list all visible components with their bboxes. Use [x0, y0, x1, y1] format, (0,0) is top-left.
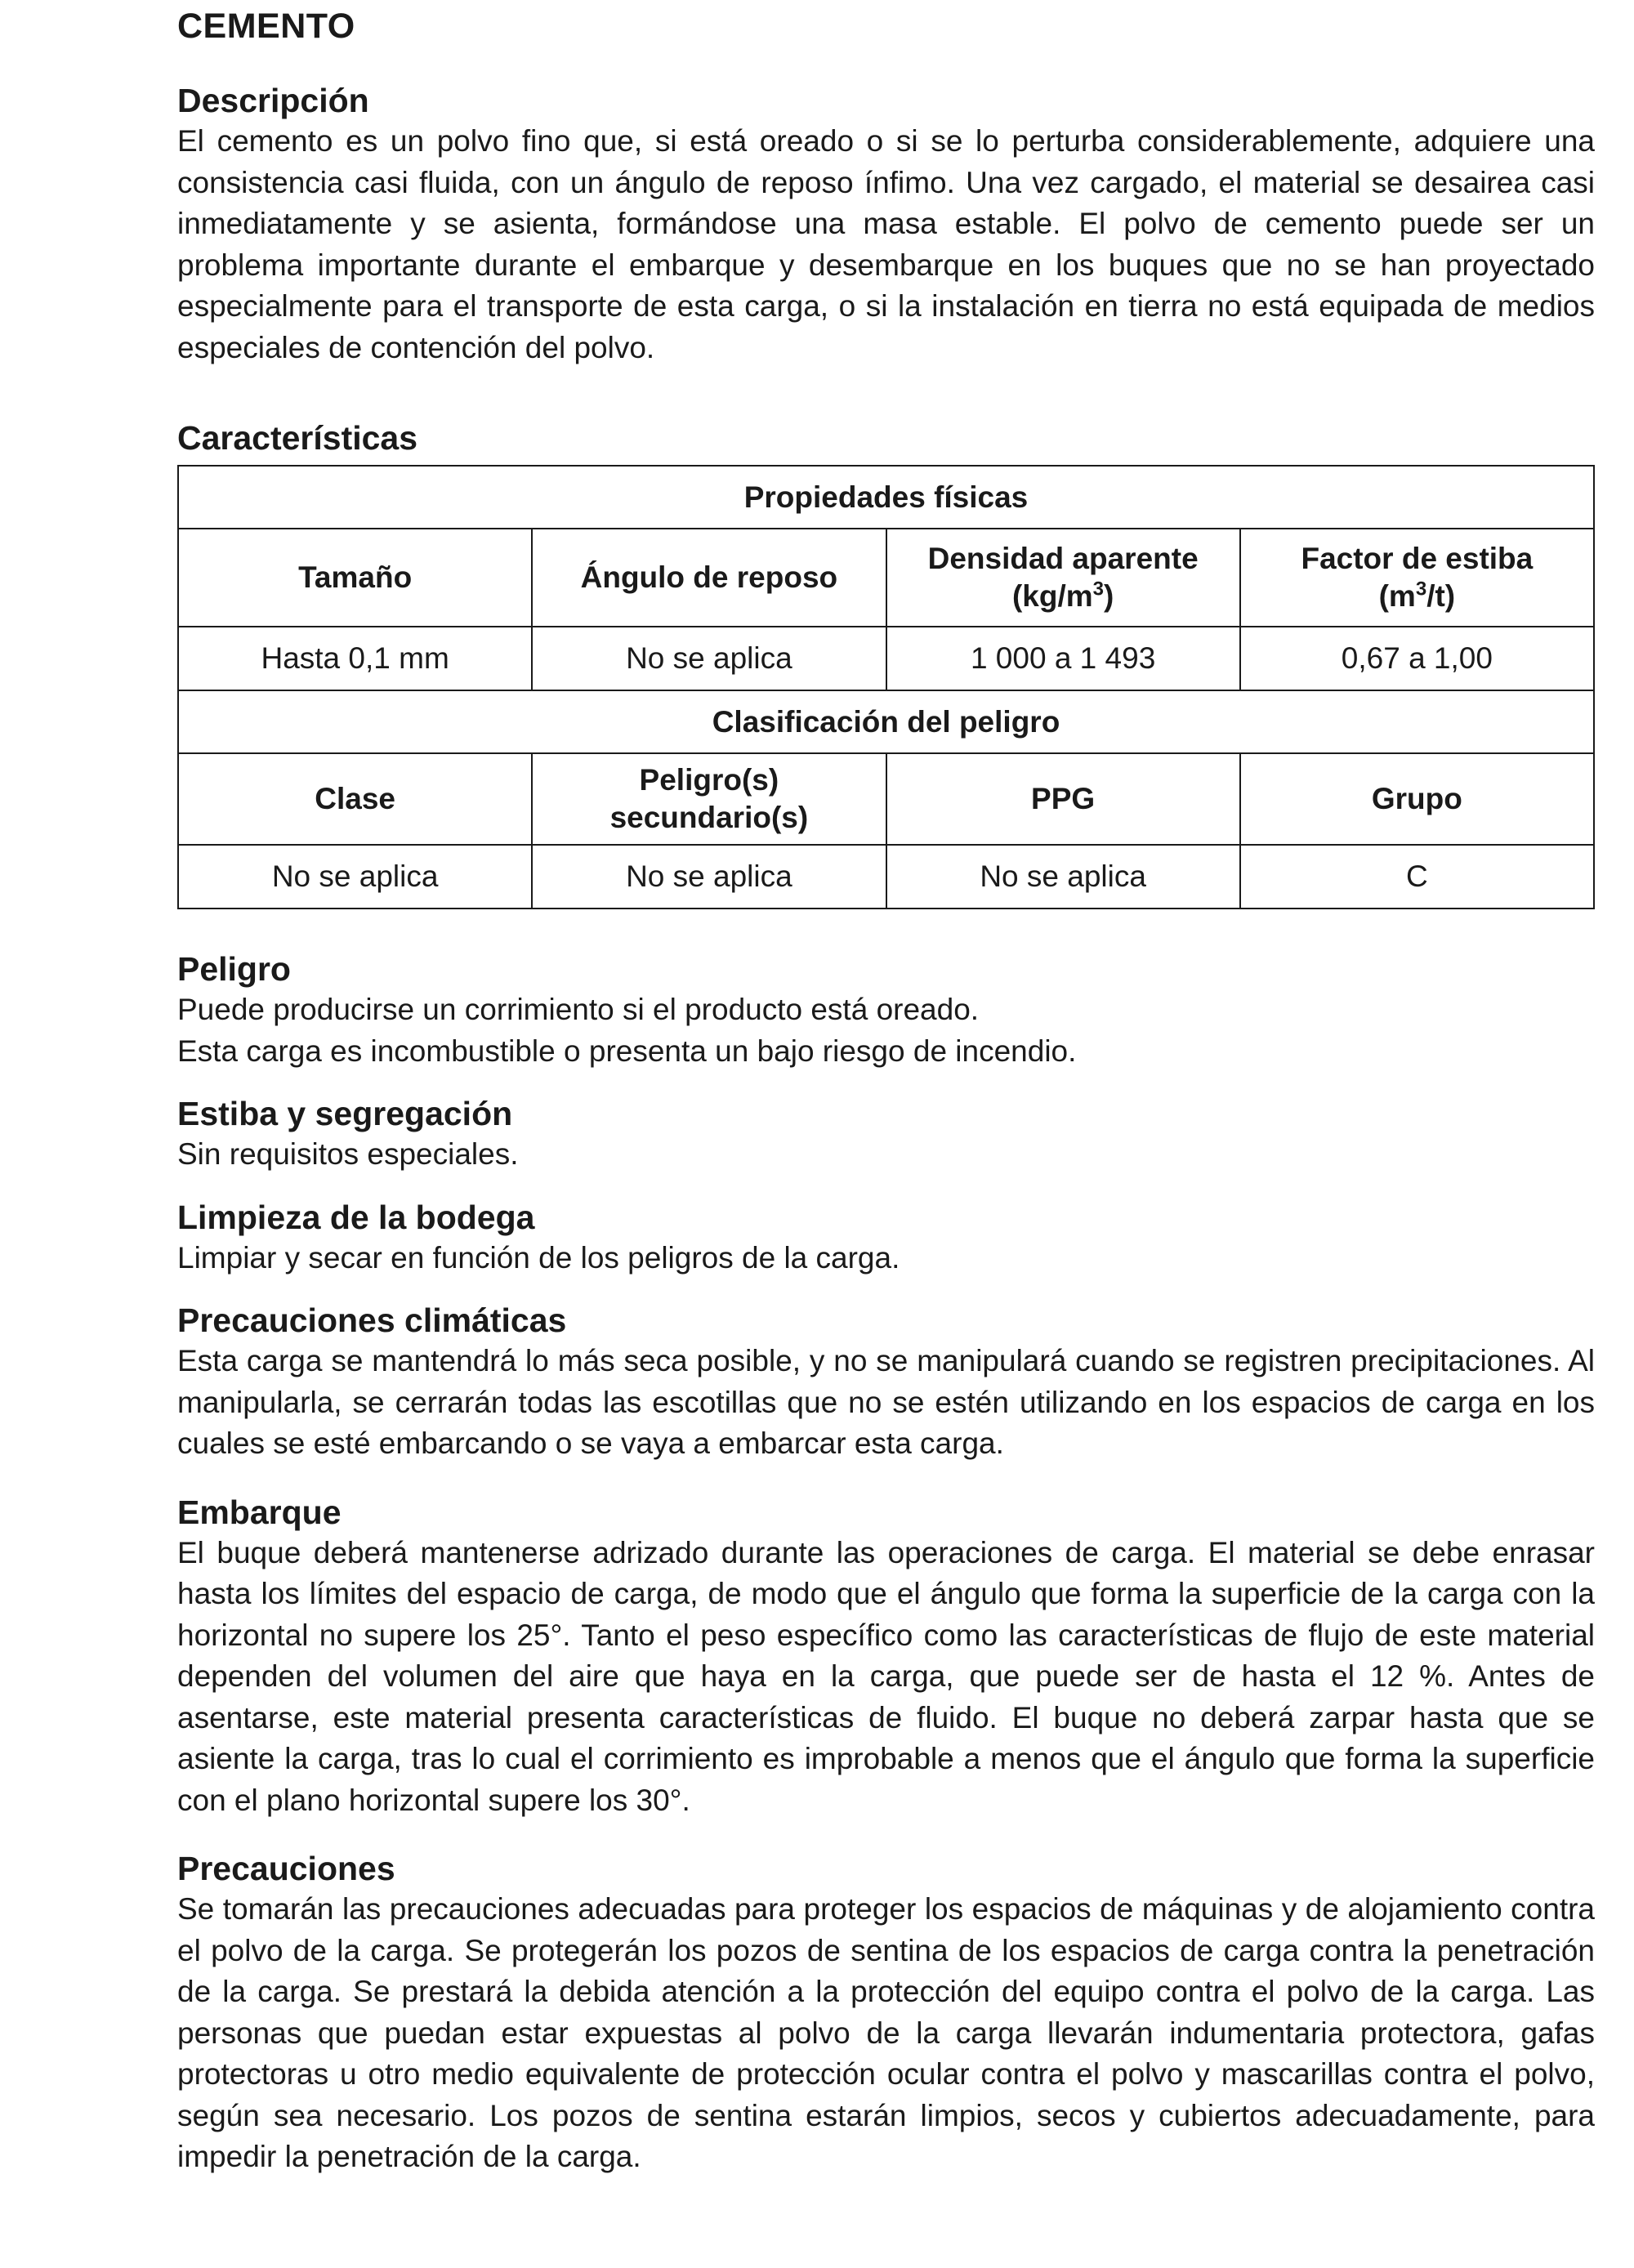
section-peligro [177, 949, 1595, 1072]
physical-properties-value-row [178, 627, 1594, 690]
header-density-label: Densidad aparente [927, 542, 1199, 575]
heading-estiba: Estiba y segregación [177, 1095, 513, 1132]
value-ppg: No se aplica [886, 845, 1240, 909]
value-class: No se aplica [178, 845, 532, 909]
header-density-unit-exp: 3 [1092, 578, 1104, 600]
text-limpieza: Limpiar y secar en función de los peligros de la carga. [177, 1240, 900, 1275]
text-peligro-line-1: Puede producirse un corrimiento si el producto está oreado. [177, 993, 980, 1026]
value-secondary-hazard: No se aplica [532, 845, 886, 909]
physical-properties-banner-row [178, 466, 1594, 529]
heading-precauciones: Precauciones [177, 1850, 395, 1887]
header-density [886, 529, 1240, 627]
header-density-unit-pre: (kg/m [1011, 579, 1093, 613]
text-estiba: Sin requisitos especiales. [177, 1137, 519, 1171]
hazard-classification-banner-row [178, 690, 1594, 753]
section-estiba [177, 1093, 1595, 1176]
physical-properties-header-row [178, 529, 1594, 627]
header-group: Grupo [1240, 753, 1594, 845]
section-embarque [177, 1492, 1595, 1822]
header-secondary-hazard [532, 753, 886, 845]
heading-descripcion: Descripción [177, 82, 369, 119]
heading-limpieza: Limpieza de la bodega [177, 1198, 535, 1236]
header-angle: Ángulo de reposo [532, 529, 886, 627]
characteristics-table [177, 465, 1595, 909]
header-stowage-label: Factor de estiba [1301, 542, 1534, 575]
header-stowage [1240, 529, 1594, 627]
header-secondary-line1: Peligro(s) [639, 763, 779, 797]
value-group: C [1240, 845, 1594, 909]
heading-peligro: Peligro [177, 950, 291, 988]
value-size: Hasta 0,1 mm [178, 627, 532, 690]
header-stowage-unit-pre: (m [1378, 579, 1416, 613]
heading-caracteristicas: Características [177, 419, 418, 457]
section-precauciones-climaticas [177, 1300, 1595, 1465]
hazard-classification-value-row [178, 845, 1594, 909]
physical-properties-banner: Propiedades físicas [178, 466, 1594, 529]
text-precauciones-climaticas: Esta carga se mantendrá lo más seca posible, y no se manipulará cuando se registren precipitaciones. Al manipularla, se cerrarán todas las escotillas que no se estén utilizando en los espacios de carga en los cuales se esté embarcando o se vaya a embarcar esta carga. [177, 1344, 1595, 1460]
header-stowage-unit-post: /t) [1426, 579, 1456, 613]
text-descripcion: El cemento es un polvo fino que, si está oreado o si se lo perturba considerablemente, adquiere una consistencia casi fluida, con un ángulo de reposo ínfimo. Una vez cargado, el material se desairea casi inmediatamente y se asienta, formándose una masa estable. El polvo de cemento puede ser un problema importante durante el embarque y desembarque en los buques que no se han proyectado especialmente para el transporte de esta carga, o si la instalación en tierra no está equipada de medios especiales de contención del polvo. [177, 124, 1595, 364]
value-stowage: 0,67 a 1,00 [1240, 627, 1594, 690]
section-precauciones [177, 1848, 1595, 2178]
text-embarque: El buque deberá mantenerse adrizado durante las operaciones de carga. El material se debe enrasar hasta los límites del espacio de carga, de modo que el ángulo que forma la superficie de la carga con la horizontal no supere los 25°. Tanto el peso específico como las características de flujo de este material dependen del volumen del aire que haya en la carga, que puede ser de hasta el 12 %. Antes de asentarse, este material presenta características de fluido. El buque no deberá zarpar hasta que se asiente la carga, tras lo cual el corrimiento es improbable a menos que el ángulo que forma la superficie con el plano horizontal supere los 30°. [177, 1535, 1595, 1817]
hazard-classification-banner: Clasificación del peligro [178, 690, 1594, 753]
header-class: Clase [178, 753, 532, 845]
header-ppg: PPG [886, 753, 1240, 845]
section-caracteristicas [177, 417, 1595, 909]
header-stowage-unit-exp: 3 [1415, 578, 1427, 600]
value-density: 1 000 a 1 493 [886, 627, 1240, 690]
header-secondary-line2: secundario(s) [609, 801, 809, 834]
header-density-unit-post: ) [1103, 579, 1114, 613]
text-precauciones: Se tomarán las precauciones adecuadas para proteger los espacios de máquinas y de alojamiento contra el polvo de la carga. Se protegerán los pozos de sentina de los espacios de carga contra la penetración de la carga. Se prestará la debida atención a la protección del equipo contra el polvo de la carga. Las personas que puedan estar expuestas al polvo de la carga llevarán indumentaria protectora, gafas protectoras u otro medio equivalente de protección ocular contra el polvo y mascarillas contra el polvo, según sea necesario. Los pozos de sentina estarán limpios, secos y cubiertos adecuadamente, para impedir la penetración de la carga. [177, 1892, 1595, 2173]
document-body [177, 3, 1595, 2205]
section-limpieza [177, 1197, 1595, 1279]
value-angle: No se aplica [532, 627, 886, 690]
section-descripcion [177, 80, 1595, 368]
heading-embarque: Embarque [177, 1493, 342, 1531]
document-title: CEMENTO [177, 7, 355, 46]
text-peligro-line-2: Esta carga es incombustible o presenta un bajo riesgo de incendio. [177, 1034, 1077, 1068]
header-size: Tamaño [178, 529, 532, 627]
hazard-classification-header-row [178, 753, 1594, 845]
heading-precauciones-climaticas: Precauciones climáticas [177, 1301, 567, 1339]
